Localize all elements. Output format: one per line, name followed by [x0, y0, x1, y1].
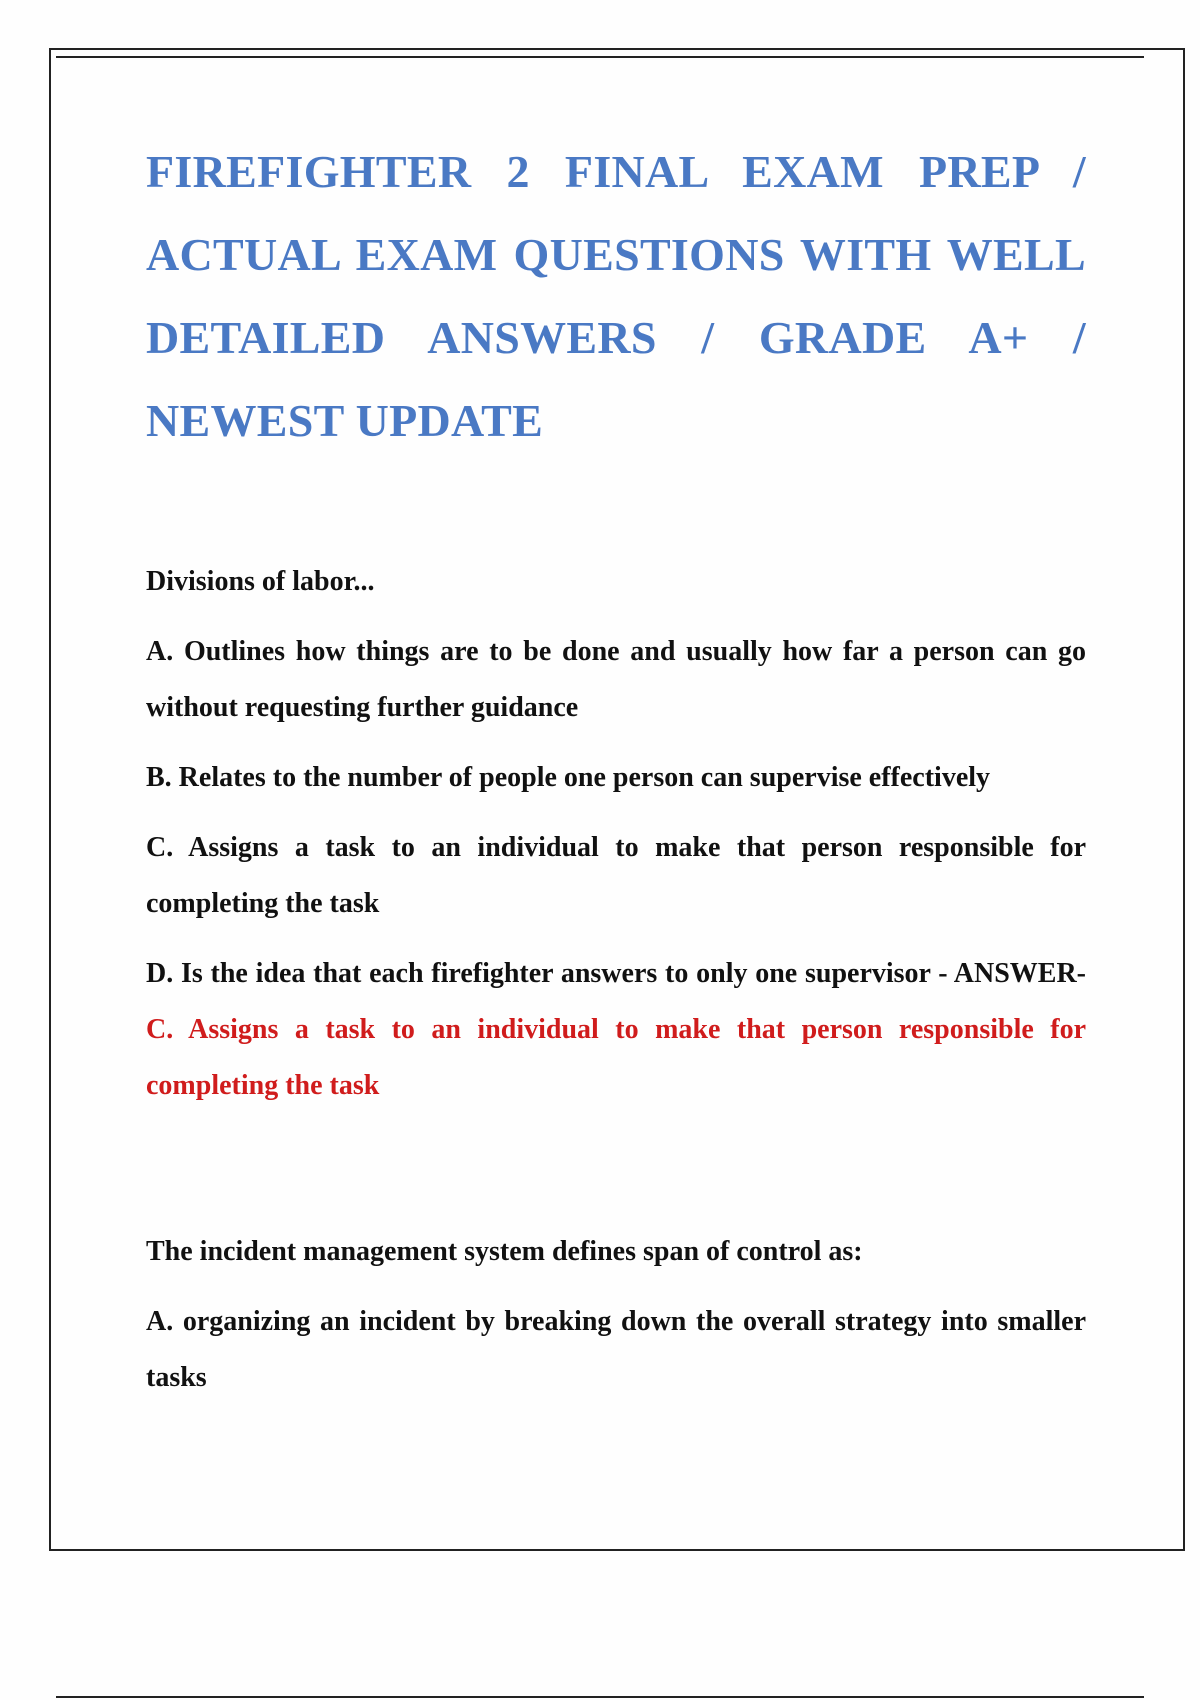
- option-c: C. Assigns a task to an individual to make that person responsible for completing the task: [146, 832, 1086, 919]
- bottom-rule: [56, 1696, 1144, 1698]
- question-text: The incident management system defines span of control as:: [146, 1236, 863, 1267]
- top-rule: [56, 56, 1144, 58]
- answer-text: C. Assigns a task to an individual to make that person responsible for completing the task: [146, 1014, 1086, 1101]
- option-a: A. organizing an incident by breaking down the overall strategy into smaller tasks: [146, 1306, 1086, 1393]
- document-body: [146, 130, 1086, 1420]
- question-text: Divisions of labor...: [146, 566, 375, 597]
- question-1: [146, 554, 1086, 1114]
- option-d: D. Is the idea that each firefighter answers to only one supervisor -: [146, 958, 954, 989]
- document-title: FIREFIGHTER 2 FINAL EXAM PREP / ACTUAL EXAM QUESTIONS WITH WELL DETAILED ANSWERS / GRADE A+ / NEWEST UPDATE: [146, 146, 1086, 446]
- option-d-with-answer: [146, 946, 1086, 1114]
- question-2: [146, 1224, 1086, 1406]
- answer-label: ANSWER-: [953, 958, 1086, 989]
- option-b: B. Relates to the number of people one person can supervise effectively: [146, 762, 991, 793]
- option-a: A. Outlines how things are to be done and usually how far a person can go without requesting further guidance: [146, 636, 1086, 723]
